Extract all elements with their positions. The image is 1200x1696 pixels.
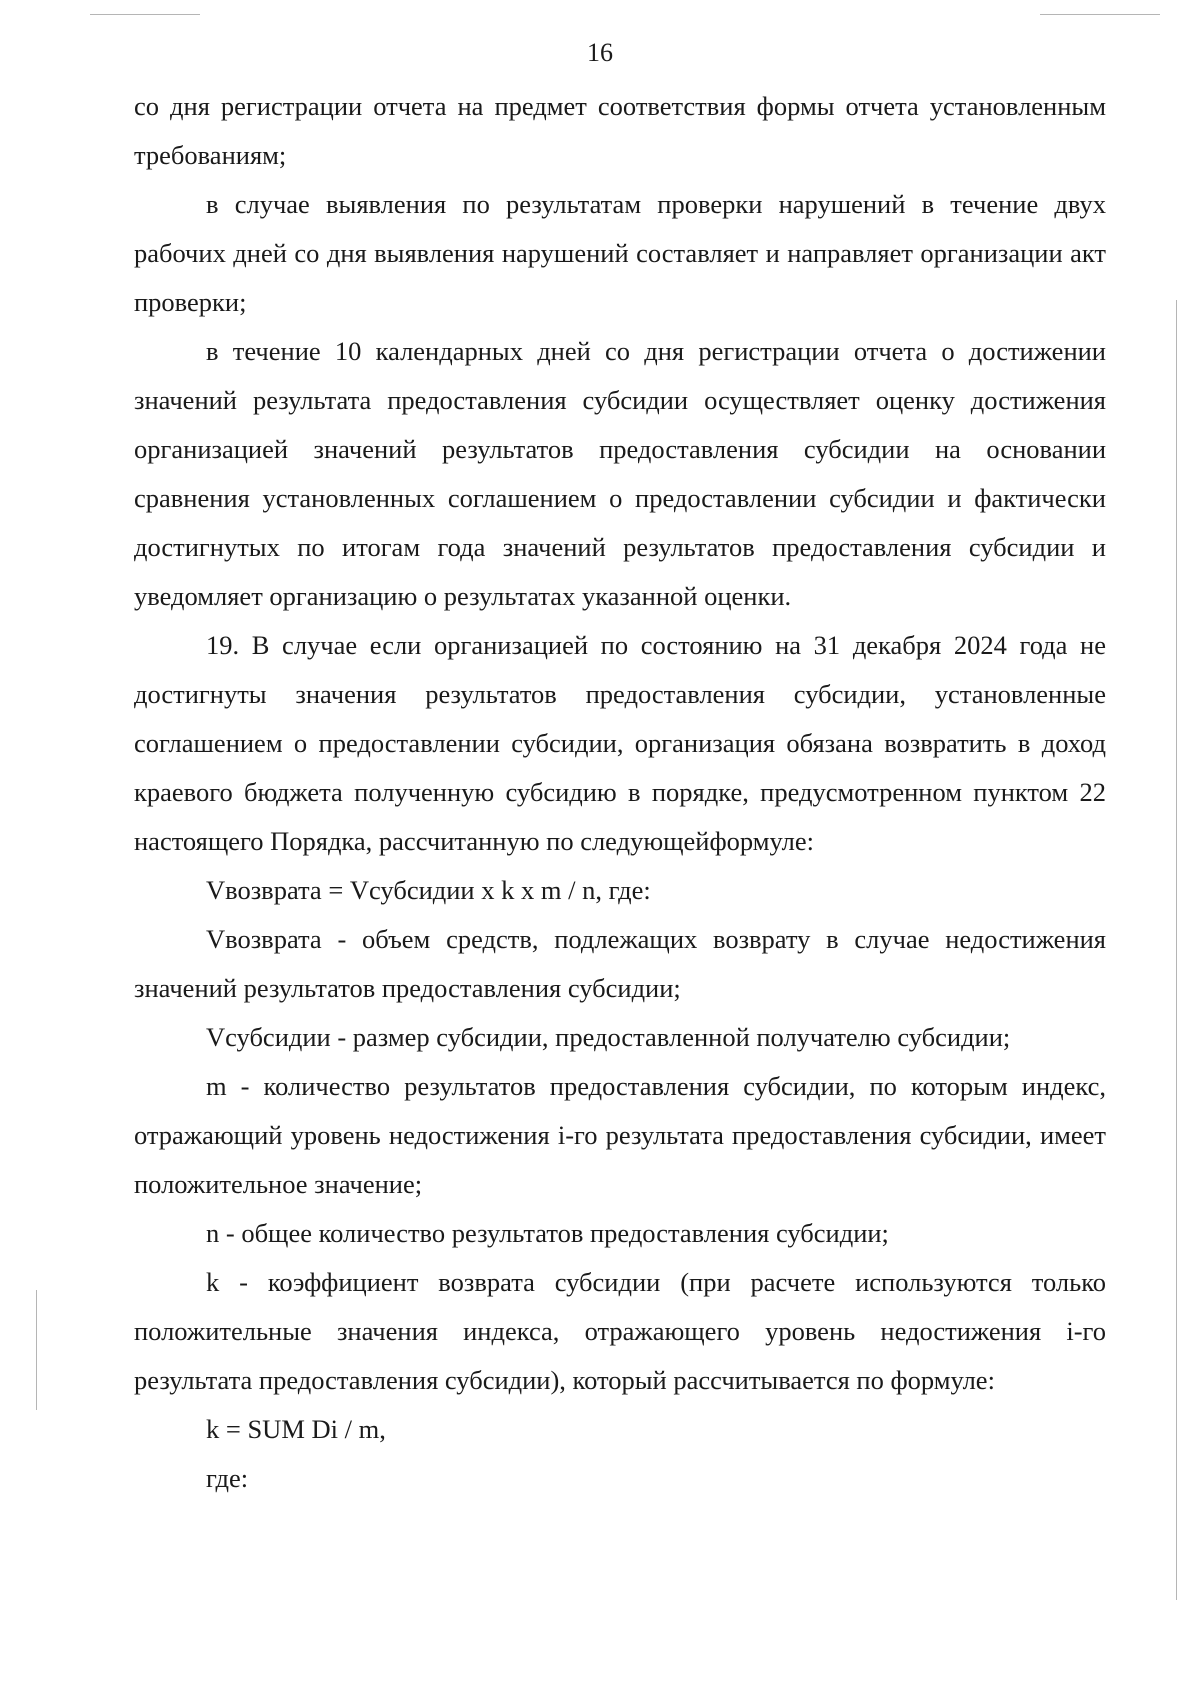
definition-m: m - количество результатов предоставления субсидии, по которым индекс, отражающий уровень недостижения i-го результата предоставления субсидии, имеет положительное значение; [134,1071,1106,1199]
paragraph-assessment: в течение 10 календарных дней со дня регистрации отчета о достижении значений результата предоставления субсидии осуществляет оценку достижения организацией значений результатов предоставления субсидии на основании сравнения установленных соглашением о предоставлении субсидии и фактически достигнутых по итогам года значений результатов предоставления субсидии и уведомляет организацию о результатах указанной оценки. [134,336,1106,611]
definition-k: k - коэффициент возврата субсидии (при расчете используются только положительные значения индекса, отражающего уровень недостижения i-го результата предоставления субсидии), который рассчитывается по формуле: [134,1267,1106,1395]
formula-refund: Vвозврата = Vсубсидии x k x m / n, где: [206,875,651,905]
definition-v-refund: Vвозврата - объем средств, подлежащих возврату в случае недостижения значений результатов предоставления субсидии; [134,924,1106,1003]
paragraph-clause-19: 19. В случае если организацией по состоянию на 31 декабря 2024 года не достигнуты значения результатов предоставления субсидии, установленные соглашением о предоставлении субсидии, организация обязана возвратить в доход краевого бюджета полученную субсидию в порядке, предусмотренном пунктом 22 настоящего Порядка, рассчитанную по следующейформуле: [134,630,1106,856]
scan-artifact-top-right [1040,14,1160,15]
formula-k: k = SUM Di / m, [206,1414,386,1444]
scan-artifact-left-edge [36,1290,37,1410]
definition-v-subsidy: Vсубсидии - размер субсидии, предоставленной получателю субсидии; [206,1022,1011,1052]
page-number: 16 [587,38,613,67]
paragraph-where: где: [206,1463,249,1493]
scan-artifact-top-left [90,14,200,15]
paragraph-violations: в случае выявления по результатам проверки нарушений в течение двух рабочих дней со дня выявления нарушений составляет и направляет организации акт проверки; [134,189,1106,317]
paragraph-report-check: со дня регистрации отчета на предмет соответствия формы отчета установленным требованиям; [134,91,1106,170]
scan-artifact-right-edge [1176,300,1177,1600]
document-body [134,82,1106,1503]
definition-n: n - общее количество результатов предоставления субсидии; [206,1218,889,1248]
